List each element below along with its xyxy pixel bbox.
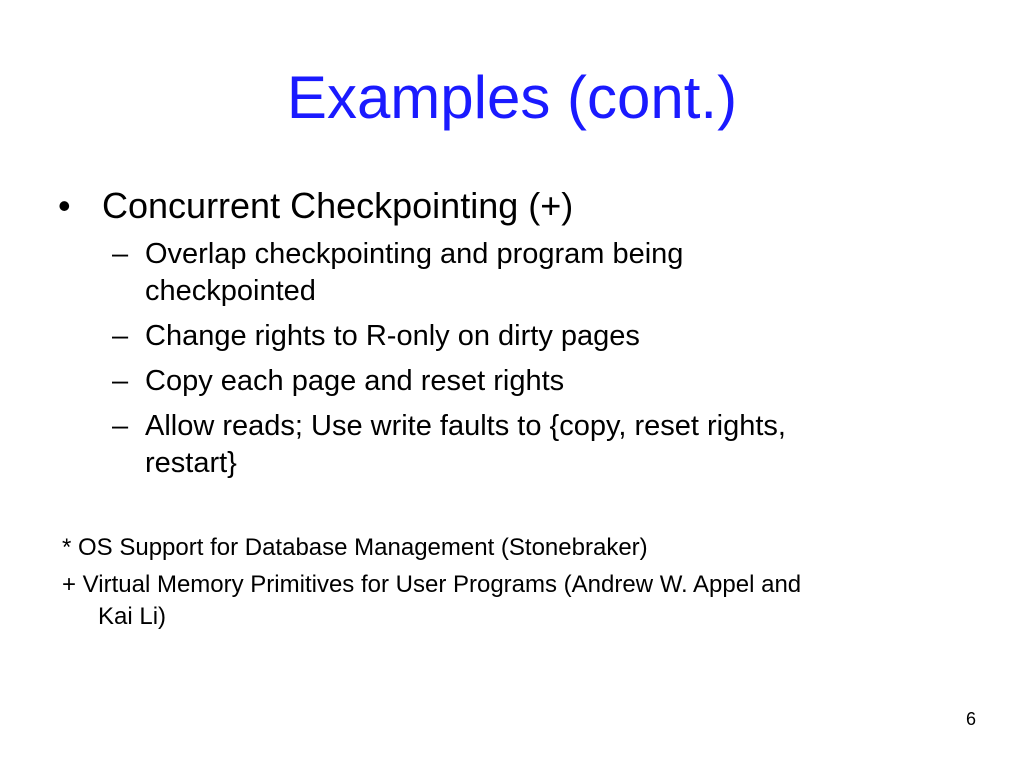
- sub-bullet-item: [112, 363, 952, 400]
- reference-item: [62, 532, 962, 564]
- reference-text-cont: Kai Li): [98, 603, 167, 630]
- page-number: 6: [965, 709, 976, 729]
- dash-marker: –: [112, 365, 129, 397]
- dash-marker: –: [112, 320, 129, 352]
- sub-bullet-text: Allow reads; Use write faults to {copy, reset rights,: [145, 410, 786, 442]
- sub-bullet-text: Copy each page and reset rights: [145, 365, 565, 397]
- reference-text: * OS Support for Database Management (Stonebraker): [62, 534, 648, 561]
- sub-bullet-text: Overlap checkpointing and program being: [145, 238, 684, 270]
- slide-title: Examples (cont.): [286, 64, 738, 131]
- bullet-marker: •: [58, 185, 71, 226]
- sub-bullet-list: [112, 236, 952, 490]
- sub-bullet-item: [112, 318, 952, 355]
- references: [62, 532, 962, 638]
- sub-bullet-text-cont: checkpointed: [145, 275, 316, 307]
- dash-marker: –: [112, 238, 129, 270]
- dash-marker: –: [112, 410, 129, 442]
- sub-bullet-item: [112, 408, 952, 482]
- reference-text: + Virtual Memory Primitives for User Programs (Andrew W. Appel and: [62, 571, 802, 598]
- sub-bullet-item: [112, 236, 952, 310]
- sub-bullet-text-cont: restart}: [145, 447, 237, 479]
- sub-bullet-text: Change rights to R-only on dirty pages: [145, 320, 640, 352]
- reference-item: [62, 569, 962, 633]
- bullet-text: Concurrent Checkpointing (+): [102, 185, 574, 226]
- bullet-item: [58, 183, 573, 229]
